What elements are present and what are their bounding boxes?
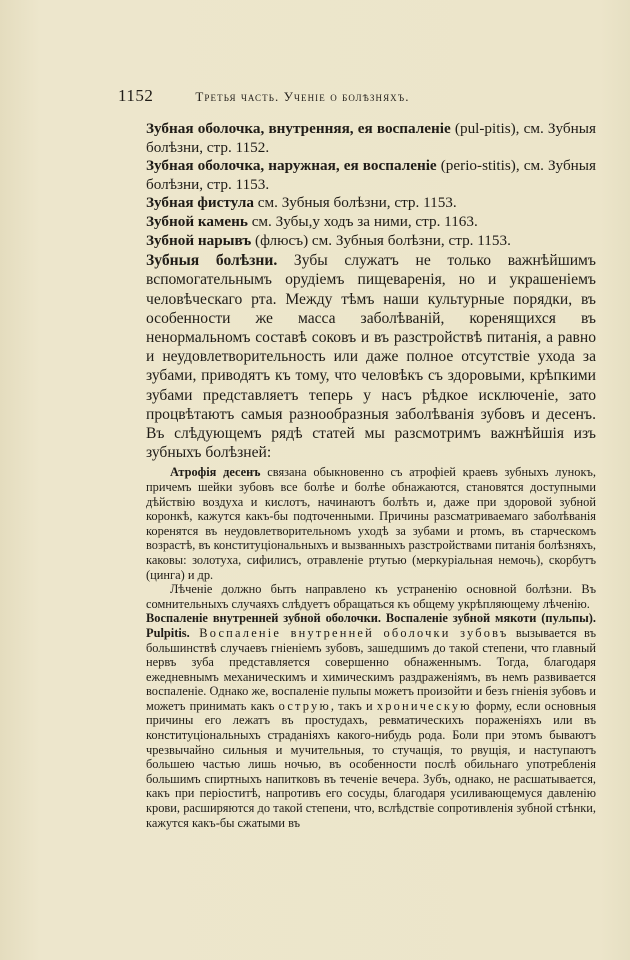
entry-text: (pul-pitis), см. Зубныя болѣзни, стр. 1152.: [146, 120, 596, 156]
entry-text: см. Зубныя болѣзни, стр. 1153.: [253, 194, 457, 212]
atrophy-text: связана обыкновенно съ атрофiей краевъ зубныхъ лунокъ, причемъ шейки зубовъ все болѣе и болѣе обнажаются, становятся доступными дѣйствiю воздуха и кислотъ, начинаютъ болѣть и, даже при здоровой зубной коронкѣ, кажутся какъ-бы подточенными. Причины разсматриваемаго заболѣванiя коренятся въ неудовлетворительномъ уходѣ за зубами и ртомъ, въ старческомъ возрастѣ, въ конституцiональныхъ и вызванныхъ разстройствами питанiя болѣзняхъ, каковы: золотуха, сифилисъ, отравленiе ртутью (меркурiальная немочь), скорбутъ (цинга) и др.: [146, 465, 596, 582]
entry-term: Зубная оболочка, наружная, ея воспаленiе: [146, 157, 437, 175]
main-article-text: Зубы служатъ не только важнѣйшимъ вспомогательнымъ орудiемъ пищеваренiя, но и украшенiемъ человѣческаго рта. Между тѣмъ наши культурные порядки, въ особенности же масса заболѣванiй, коренящихся въ ненормальномъ составѣ соковъ и въ разстройствѣ питанiя, а равно и неудовлетворительность или даже полное отсутствiе ухода за зубами, приводятъ къ тому, что человѣкъ съ здоровыми, крѣпкими зубами представляетъ теперь у насъ рѣдкое исключенiе, зато процвѣтаютъ самыя разнообразныя заболѣванiя зубовъ и десенъ. Въ слѣдующемъ рядѣ статей мы разсмотримъ важнѣйшiя изъ зубныхъ болѣзней:: [146, 252, 596, 462]
main-article: [146, 251, 596, 462]
atrophy-treatment: Лѣченiе должно быть направлено къ устраненiю основной болѣзни. Въ сомнительныхъ случаяхъ слѣдуетъ обращаться къ общему укрѣпляющему лѣченiю.: [146, 582, 596, 611]
atrophy-term: Атрофiя десенъ: [170, 465, 261, 480]
entry-abscess-ref: [146, 232, 596, 251]
pulpitis-section: [146, 611, 596, 830]
entry-term: Зубной нарывъ: [146, 231, 252, 249]
main-article-term: Зубныя болѣзни.: [146, 252, 278, 270]
entry-text: (perio-stitis), см. Зубныя болѣзни, стр. 1153.: [146, 157, 596, 193]
page-number: 1152: [118, 86, 154, 105]
entry-text: см. Зубы,у ходъ за ними, стр. 1163.: [247, 212, 478, 230]
entry-tartar-ref: [146, 213, 596, 232]
page-content: [146, 120, 596, 830]
entry-term: Зубная оболочка, внутренняя, ея воспаленiе: [146, 120, 451, 137]
atrophy-section: [146, 465, 596, 582]
pulpitis-text-1: вызывается въ большинствѣ случаевъ гнiенiемъ зубовъ, зашедшимъ до такой степени, что главный нервъ зуба представляется совершенно обнаженнымъ. Тогда, благодаря ежедневнымъ механическимъ и химическимъ раздраженiямъ, въ немъ развивается воспаленiе. Однако же, воспаленiе пульпы можетъ произойти и безъ гнiенiя зубовъ и можетъ принимать какъ: [146, 625, 596, 713]
pulpitis-spaced-1: Воспаленiе внутренней оболочки зубовъ: [189, 625, 509, 640]
running-title: Третья часть. Ученiе о болѣзняхъ.: [195, 89, 410, 104]
pulpitis-spaced-3: хроническую: [376, 698, 472, 713]
entry-term: Зубной камень: [146, 212, 248, 230]
entry-term: Зубная фистула: [146, 194, 254, 212]
entry-pulpitis-ref: [146, 120, 596, 157]
page-header: [118, 86, 596, 112]
entry-fistula-ref: [146, 194, 596, 213]
pulpitis-text-2: , такъ и: [330, 698, 377, 713]
pulpitis-spaced-2: острую: [278, 698, 331, 713]
pulpitis-term: Воспаленiе внутренней зубной оболочки. Воспаленiе зубной мякоти (пульпы). Pulpitis.: [146, 611, 596, 640]
entry-periostitis-ref: [146, 157, 596, 194]
entry-text: (флюсъ) см. Зубныя болѣзни, стр. 1153.: [251, 231, 511, 249]
pulpitis-text-3: форму, если основныя причины его лежатъ въ простудахъ, ревматическихъ пораженiяхъ или въ конституцiональныхъ страданiяхъ какого-нибудь рода. Боли при этомъ бываютъ чрезвычайно сильныя и мучительныя, то стучащiя, то рвущiя, и наступаютъ большею частью лишь ночью, въ особенности послѣ обильнаго употребленiя большимъ спиртныхъ напитковъ въ теченiе вечера. Зубъ, однако, не расшатывается, какъ при перiоститѣ, напротивъ его сосуды, благодаря усиливающемуся давленiю крови, расширяются до такой степени, что, вслѣдствiе сопротивленiя зубной стѣнки, кажутся какъ-бы сжатыми въ: [146, 698, 597, 830]
